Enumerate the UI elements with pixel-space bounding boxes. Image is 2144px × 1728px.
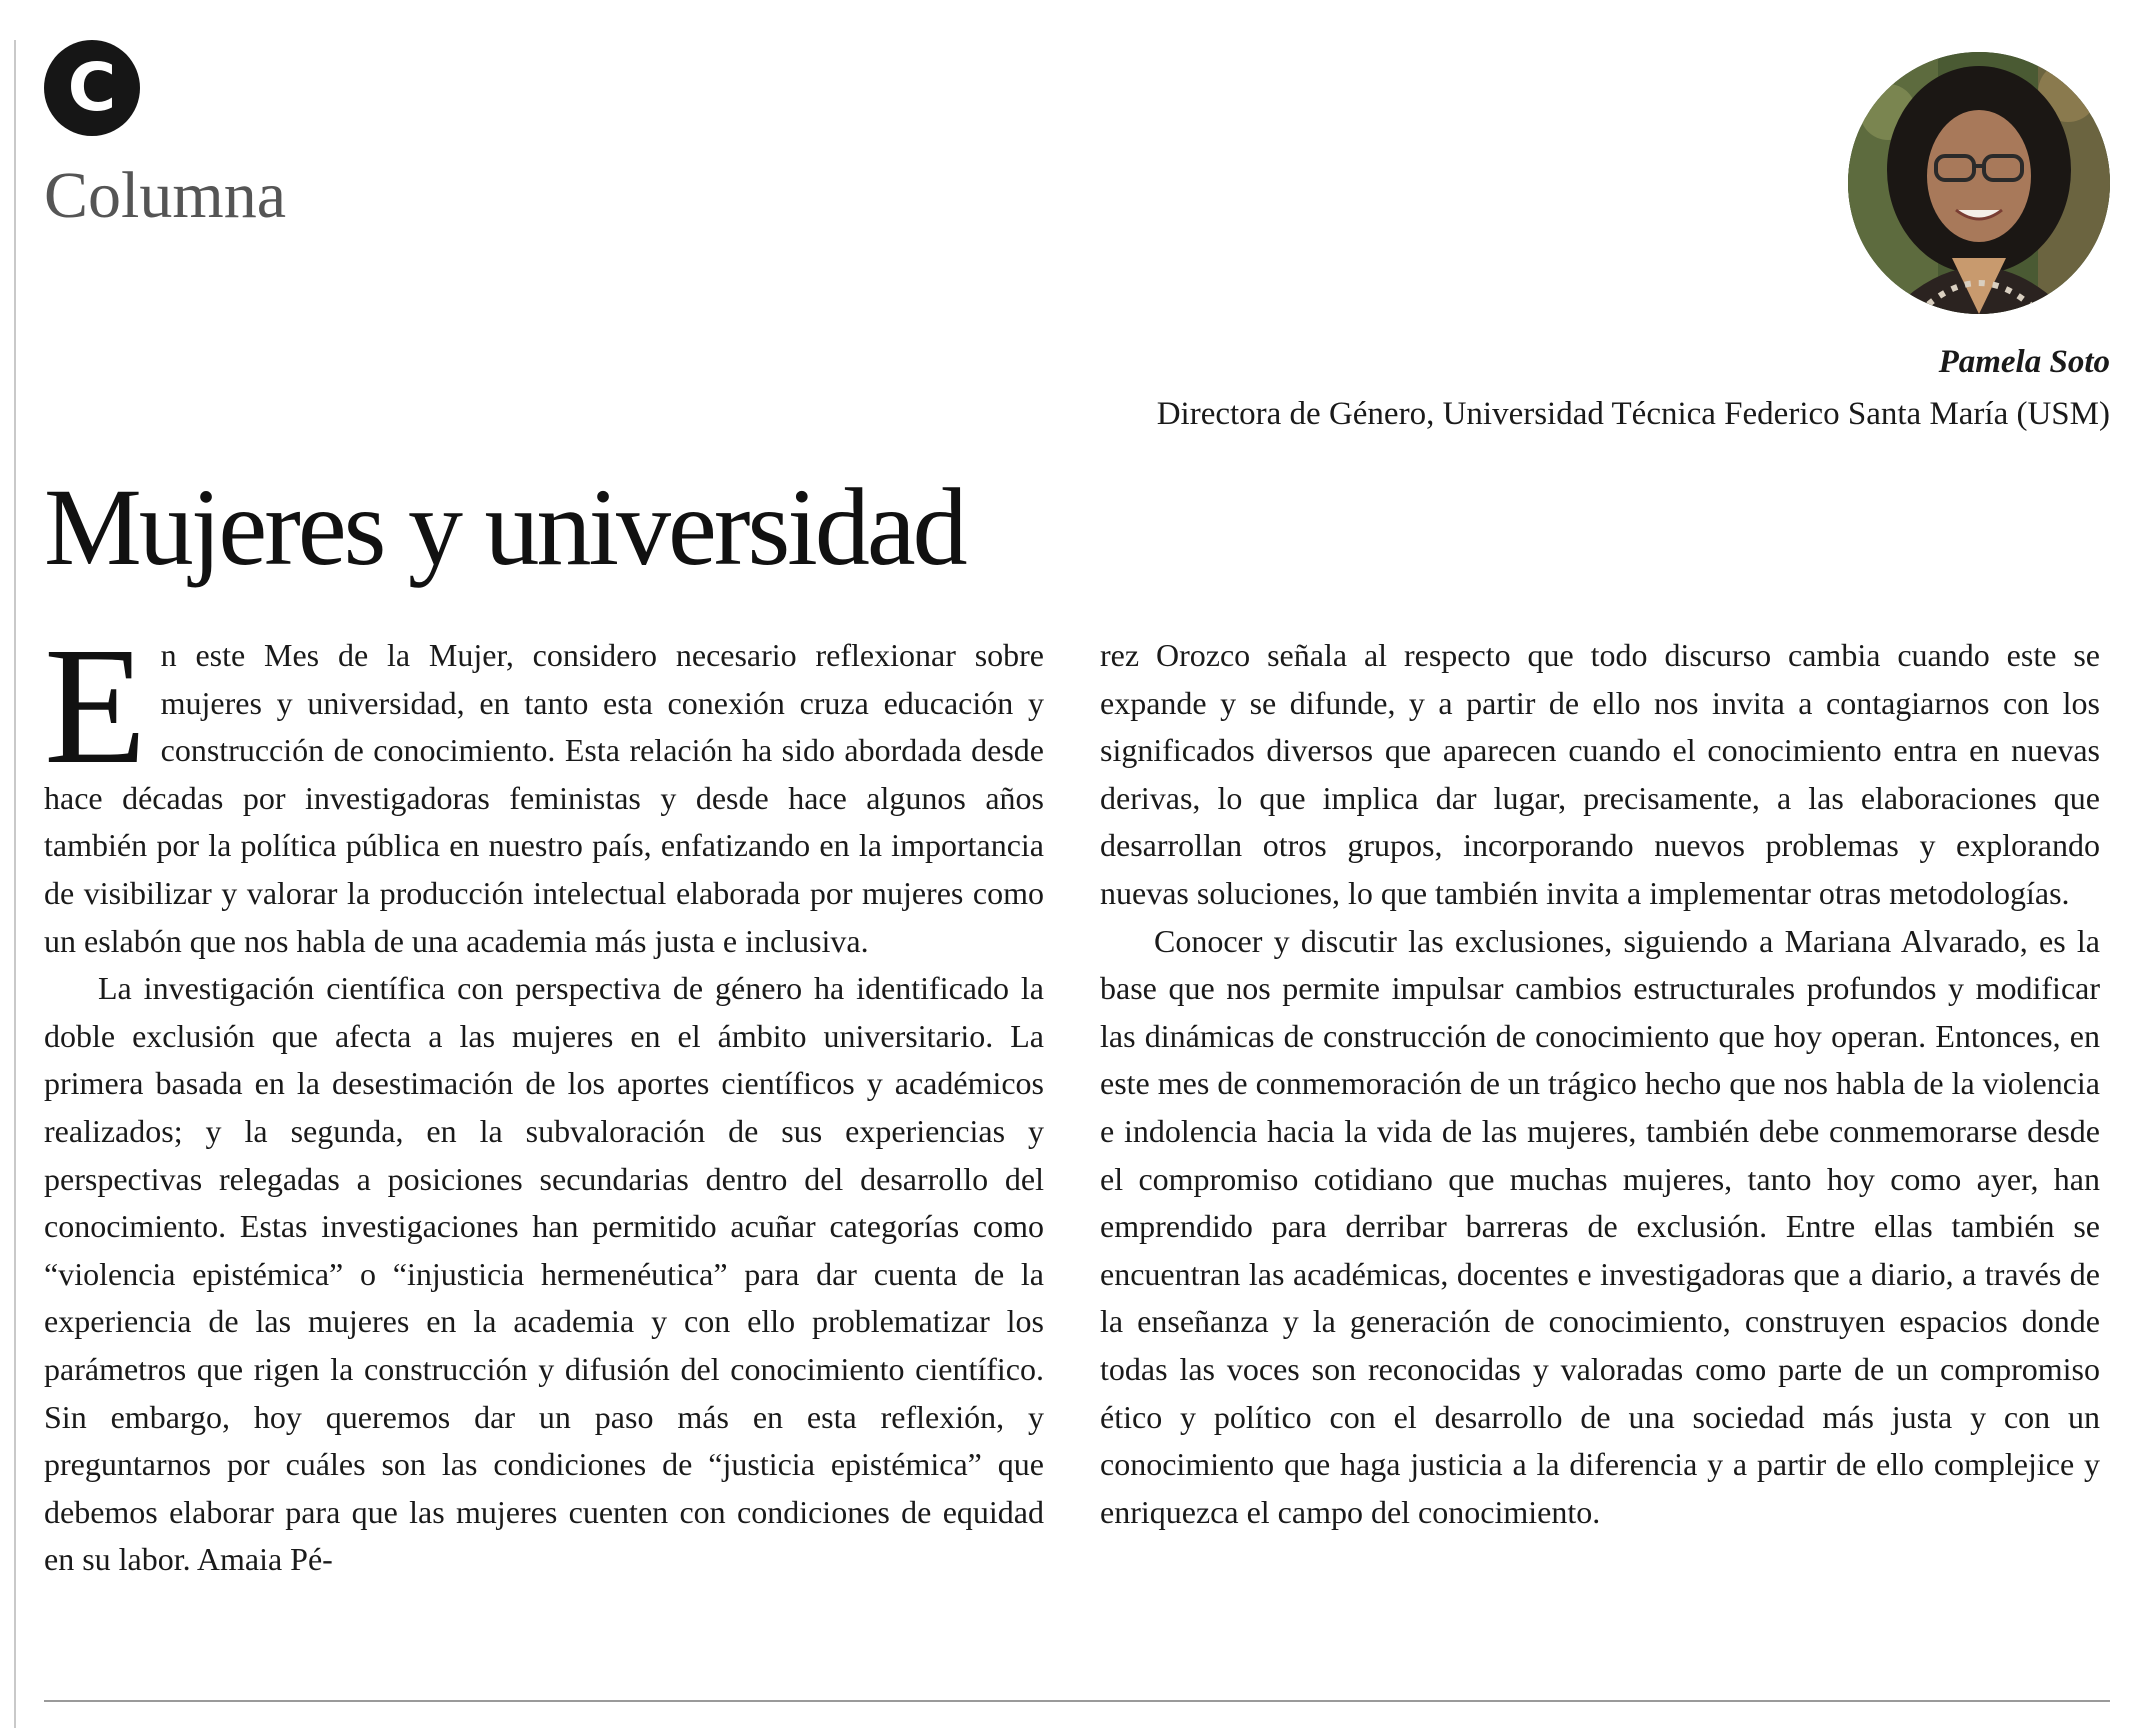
section-badge bbox=[44, 40, 140, 136]
article-column-right bbox=[1100, 632, 2100, 1536]
article-paragraph: rez Orozco señala al respecto que todo discurso cambia cuando este se expande y se difunde, y a partir de ello nos invita a contagiarnos con los significados diversos que aparecen cuando el conocimiento entra en nuevas derivas, lo que implica dar lugar, precisamente, a las elaboraciones que desarrollan otros grupos, incorporando nuevos problemas y explorando nuevas soluciones, lo que también invita a implementar otras metodologías. bbox=[1100, 637, 2100, 911]
article-paragraph: Conocer y discutir las exclusiones, siguiendo a Mariana Alvarado, es la base que nos permite impulsar cambios estructurales profundos y modificar las dinámicas de construcción de conocimiento que hoy operan. Entonces, en este mes de conmemoración de un trágico hecho que nos habla de la violencia e indolencia hacia la vida de las mujeres, también debe conmemorarse desde el compromiso cotidiano que muchas mujeres, tanto hoy como ayer, han emprendido para derribar barreras de exclusión. Entre ellas también se encuentran las académicas, docentes e investigadoras que a diario, a través de la enseñanza y la generación de conocimiento, construyen espacios donde todas las voces son reconocidas y valoradas como parte de un compromiso ético y político con el desarrollo de una sociedad más justa y con un conocimiento que haga justicia a la diferencia y a partir de ello complejice y enriquezca el campo del conocimiento. bbox=[1100, 922, 2100, 1530]
left-margin-rule bbox=[14, 40, 16, 1728]
bottom-rule bbox=[44, 1700, 2110, 1702]
article-paragraph bbox=[44, 613, 1044, 965]
article-paragraph: La investigación científica con perspectiva de género ha identificado la doble exclusión que afecta a las mujeres en el ámbito universitario. La primera basada en la desestimación de los aportes científicos y académicos realizados; y la segunda, en la subvaloración de sus experiencias y perspectivas relegadas a posiciones secundarias dentro del desarrollo del conocimiento. Estas investigaciones han permitido acuñar categorías como “violencia epistémica” o “injusticia hermenéutica” para dar cuenta de la experiencia de las mujeres en la academia y con ello problematizar los parámetros que rigen la construcción y difusión del conocimiento científico. Sin embargo, hoy queremos dar un paso más en esta reflexión, y preguntarnos por cuáles son las condiciones de “justicia epistémica” que debemos elaborar para que las mujeres cuenten con condiciones de equidad en su labor. Amaia Pé- bbox=[44, 970, 1044, 1578]
section-badge-letter: C bbox=[67, 49, 117, 126]
article-column-left bbox=[44, 613, 1044, 1584]
article-headline: Mujeres y universidad bbox=[44, 466, 965, 588]
section-title: Columna bbox=[44, 159, 286, 232]
paragraph-text: n este Mes de la Mujer, considero necesario reflexionar sobre mujeres y universidad, en tanto esta conexión cruza educación y construcción de conocimiento. Esta relación ha sido abordada desde hace décadas por investigadoras feministas y desde hace algunos años también por la política pública en nuestro país, enfatizando en la importancia de visibilizar y valorar la producción intelectual elaborada por mujeres como un eslabón que nos habla de una academia más justa e inclusiva. bbox=[44, 637, 1044, 959]
author-portrait-image bbox=[1848, 52, 2110, 314]
drop-cap: E bbox=[44, 613, 147, 799]
author-name: Pamela Soto bbox=[1938, 344, 2110, 380]
author-photo bbox=[1848, 52, 2110, 314]
author-role: Directora de Género, Universidad Técnica Federico Santa María (USM) bbox=[1156, 396, 2110, 432]
